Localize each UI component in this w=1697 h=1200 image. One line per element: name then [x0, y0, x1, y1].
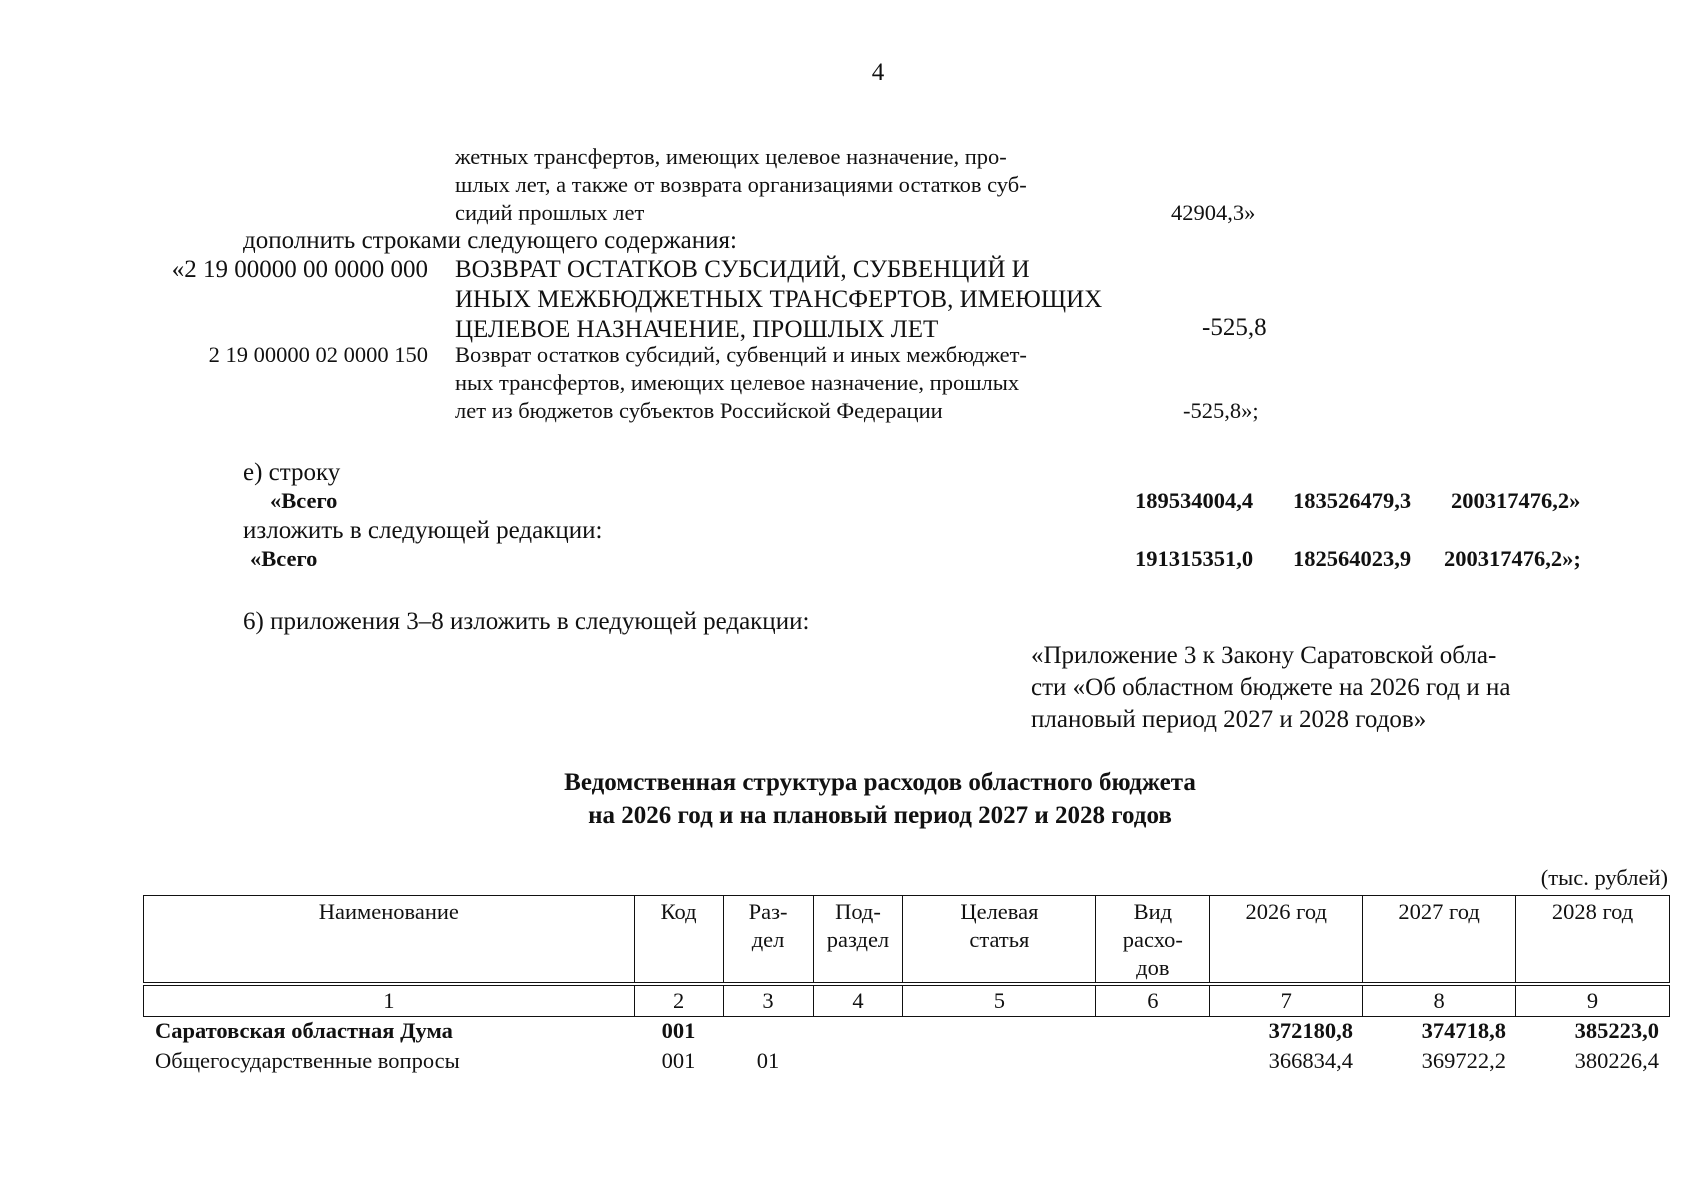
budget-row-name: [455, 341, 1027, 425]
appendix-line: сти «Об областном бюджете на 2026 год и на: [1031, 674, 1511, 701]
budget-row-line: лет из бюджетов субъектов Российской Федерации: [455, 398, 943, 423]
budget-row-line: ЦЕЛЕВОЕ НАЗНАЧЕНИЕ, ПРОШЛЫХ ЛЕТ: [455, 316, 939, 343]
header-code: Код: [634, 896, 723, 983]
continuation-text: [455, 143, 1027, 227]
column-number: 5: [903, 986, 1096, 1017]
item-e-intro: е) строку: [243, 459, 341, 486]
table-row-code: 001: [661, 1048, 696, 1073]
column-number: 8: [1363, 986, 1516, 1017]
table-row-2027: 374718,8: [1421, 1018, 1506, 1043]
continuation-value: 42904,3»: [1171, 200, 1256, 225]
column-number: 6: [1096, 986, 1210, 1017]
continuation-line: сидий прошлых лет: [455, 200, 645, 225]
continuation-line: жетных трансфертов, имеющих целевое назначение, про-: [455, 144, 1007, 169]
document-title: [300, 766, 1460, 832]
budget-row-line: ИНЫХ МЕЖБЮДЖЕТНЫХ ТРАНСФЕРТОВ, ИМЕЮЩИХ: [455, 286, 1103, 313]
budget-code: «2 19 00000 00 0000 000: [171, 256, 428, 283]
new-total-2027: 182564023,9: [1293, 546, 1412, 571]
table-row-name: Общегосударственные вопросы: [155, 1048, 460, 1073]
expenses-table-header: [143, 895, 1670, 1017]
old-total-2026: 189534004,4: [1135, 488, 1254, 513]
column-number: 3: [723, 986, 813, 1017]
budget-row-line: Возврат остатков субсидий, субвенций и иных межбюджет-: [455, 342, 1027, 367]
budget-row-value: -525,8»;: [1183, 398, 1259, 423]
header-2027: 2027 год: [1363, 896, 1516, 983]
appendix-line: «Приложение 3 к Закону Саратовской обла-: [1031, 642, 1497, 669]
header-2028: 2028 год: [1516, 896, 1670, 983]
new-total-2026: 191315351,0: [1135, 546, 1254, 571]
replace-text: изложить в следующей редакции:: [243, 517, 603, 544]
column-number: 4: [813, 986, 903, 1017]
budget-row-line: ВОЗВРАТ ОСТАТКОВ СУБСИДИЙ, СУБВЕНЦИЙ И: [455, 256, 1030, 283]
table-row-2026: 366834,4: [1268, 1048, 1353, 1073]
column-number: 1: [144, 986, 635, 1017]
table-row-2027: 369722,2: [1421, 1048, 1506, 1073]
units-label: (тыс. рублей): [1540, 865, 1668, 890]
old-total-label: «Всего: [270, 488, 338, 513]
page-number: 4: [871, 59, 885, 86]
budget-row-name: [455, 255, 1102, 345]
old-total-2028: 200317476,2»: [1451, 488, 1581, 513]
table-row-2028: 385223,0: [1574, 1018, 1659, 1043]
add-rows-text: дополнить строками следующего содержания:: [243, 227, 737, 254]
appendix-reference: [1031, 640, 1587, 736]
table-row-name: Саратовская областная Дума: [155, 1018, 453, 1043]
table-row-2028: 380226,4: [1574, 1048, 1659, 1073]
new-total-label: «Всего: [250, 546, 318, 571]
column-number: 9: [1516, 986, 1670, 1017]
table-row-code: 001: [661, 1018, 696, 1043]
column-number: 7: [1210, 986, 1363, 1017]
item-6-text: 6) приложения 3–8 изложить в следующей редакции:: [243, 608, 810, 635]
column-number: 2: [634, 986, 723, 1017]
budget-row-line: ных трансфертов, имеющих целевое назначение, прошлых: [455, 370, 1020, 395]
title-line: Ведомственная структура расходов областного бюджета: [564, 769, 1196, 796]
budget-row-value: -525,8: [1202, 314, 1267, 341]
header-name: Наименование: [144, 896, 635, 983]
header-2026: 2026 год: [1210, 896, 1363, 983]
budget-code: 2 19 00000 02 0000 150: [208, 342, 428, 367]
title-line: на 2026 год и на плановый период 2027 и 2028 годов: [588, 802, 1172, 829]
header-vid: Вид расхо- дов: [1096, 896, 1210, 983]
header-podrazdel: Под- раздел: [813, 896, 903, 983]
continuation-line: шлых лет, а также от возврата организациями остатков суб-: [455, 172, 1027, 197]
table-row-2026: 372180,8: [1268, 1018, 1353, 1043]
table-row-razdel: 01: [756, 1048, 780, 1073]
appendix-line: плановый период 2027 и 2028 годов»: [1031, 706, 1427, 733]
header-razdel: Раз- дел: [723, 896, 813, 983]
new-total-2028: 200317476,2»;: [1444, 546, 1581, 571]
old-total-2027: 183526479,3: [1293, 488, 1412, 513]
header-target: Целевая статья: [903, 896, 1096, 983]
